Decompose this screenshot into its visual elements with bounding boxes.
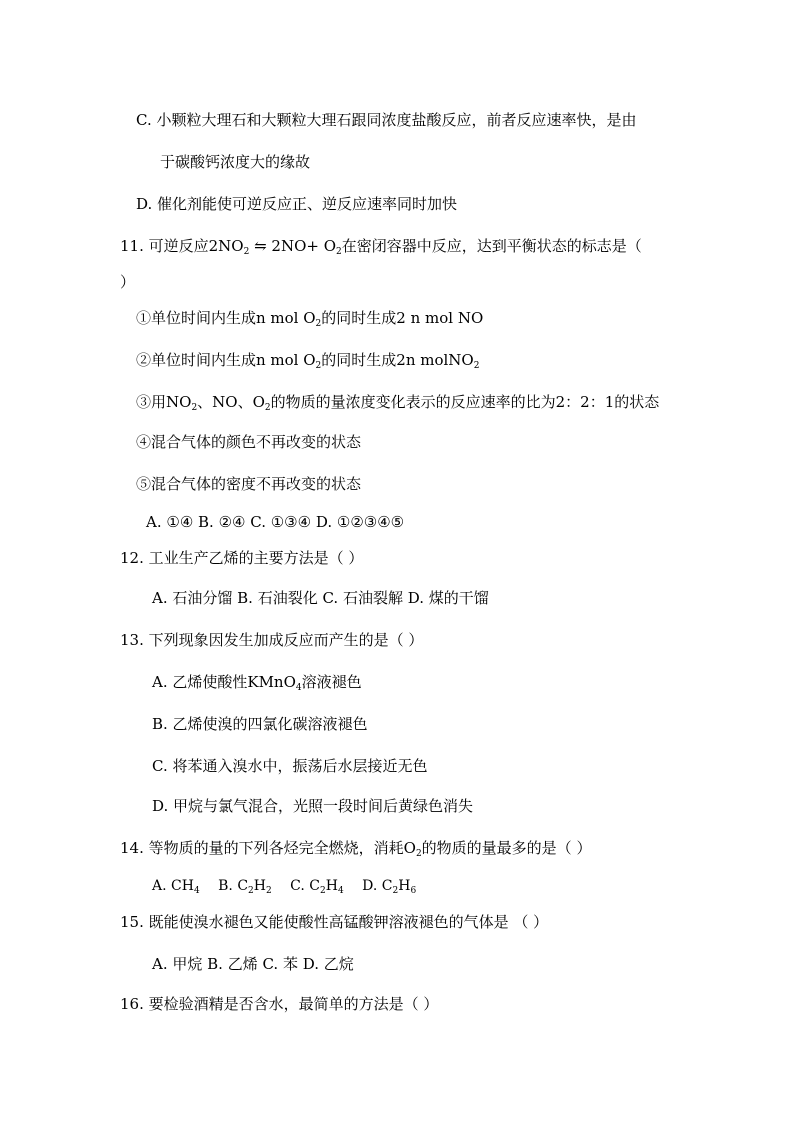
- q14-stem-post: 的物质的量最多的是（ ）: [421, 839, 592, 857]
- subscript: 2: [191, 403, 198, 413]
- q11-statement-2: [136, 350, 479, 370]
- q11-s1-pre: ①单位时间内生成n mol O: [136, 309, 316, 327]
- q11-s3-post: 的物质的量浓度变化表示的反应速率的比为2：2：1的状态: [270, 393, 660, 411]
- subscript: 2: [243, 247, 250, 257]
- q13-opt-a-post: 溶液褪色: [301, 673, 362, 691]
- subscript: 4: [193, 886, 200, 896]
- q11-s2-mid: 的同时生成2n molNO: [321, 351, 474, 369]
- q14-opt-b-h: H: [253, 878, 266, 894]
- q13-stem: 13. 下列现象因发生加成反应而产生的是（ ）: [120, 631, 424, 649]
- q15-stem: 15. 既能使溴水褪色又能使酸性高锰酸钾溶液褪色的气体是 （ ）: [120, 913, 549, 931]
- subscript: 4: [295, 683, 302, 693]
- q11-statement-4: ④混合气体的颜色不再改变的状态: [136, 433, 362, 451]
- q14-stem: [120, 838, 591, 858]
- q14-opt-b: B. C: [218, 878, 249, 894]
- q11-stem: [120, 236, 642, 256]
- subscript: 2: [265, 886, 272, 896]
- q12-stem: 12. 工业生产乙烯的主要方法是（ ）: [120, 549, 364, 567]
- q14-opt-c: C. C: [290, 878, 320, 894]
- q11-stem-close: ）: [120, 273, 136, 291]
- q13-option-d: D. 甲烷与氯气混合，光照一段时间后黄绿色消失: [152, 797, 474, 815]
- q14-stem-pre: 14. 等物质的量的下列各烃完全燃烧，消耗O: [120, 839, 416, 857]
- subscript: 2: [315, 361, 322, 371]
- subscript: 6: [410, 886, 417, 896]
- q10-option-d: D. 催化剂能使可逆反应正、逆反应速率同时加快: [136, 195, 458, 213]
- subscript: 2: [336, 247, 342, 257]
- subscript: 2: [264, 403, 271, 413]
- q14-opt-d: D. C: [362, 878, 393, 894]
- q14-opt-d-h: H: [398, 878, 411, 894]
- q10-option-c-line1: C. 小颗粒大理石和大颗粒大理石跟同浓度盐酸反应，前者反应速率快，是由: [136, 111, 637, 129]
- q14-options: [152, 876, 416, 896]
- subscript: 4: [337, 886, 344, 896]
- subscript: 2: [248, 886, 254, 896]
- q11-statement-5: ⑤混合气体的密度不再改变的状态: [136, 475, 362, 493]
- subscript: 2: [320, 886, 326, 896]
- q11-statement-3: [136, 392, 659, 412]
- q11-s2-pre: ②单位时间内生成n mol O: [136, 351, 316, 369]
- q11-options: A. ①④ B. ②④ C. ①③④ D. ①②③④⑤: [146, 513, 405, 531]
- q14-opt-c-h: H: [325, 878, 338, 894]
- q11-s3-mid1: 、NO、O: [197, 393, 265, 411]
- q11-statement-1: [136, 308, 483, 328]
- q11-s1-post: 的同时生成2 n mol NO: [321, 309, 484, 327]
- q13-option-c: C. 将苯通入溴水中，振荡后水层接近无色: [152, 757, 428, 775]
- q11-stem-post: 在密闭容器中反应，达到平衡状态的标志是（: [341, 237, 642, 255]
- q10-option-c-line2: 于碳酸钙浓度大的缘故: [160, 153, 311, 171]
- q13-opt-a-pre: A. 乙烯使酸性KMnO: [152, 673, 296, 691]
- q13-option-a: [152, 672, 362, 692]
- subscript: 2: [415, 849, 422, 859]
- q11-s3-pre: ③用NO: [136, 393, 192, 411]
- subscript: 2: [473, 361, 480, 371]
- q15-options: A. 甲烷 B. 乙烯 C. 苯 D. 乙烷: [152, 955, 354, 973]
- subscript: 2: [315, 319, 322, 329]
- q11-stem-mid: ⇋ 2NO+ O: [249, 237, 337, 255]
- q13-option-b: B. 乙烯使溴的四氯化碳溶液褪色: [152, 715, 368, 733]
- q16-stem: 16. 要检验酒精是否含水，最简单的方法是（ ）: [120, 995, 439, 1013]
- subscript: 2: [392, 886, 399, 896]
- q12-options: A. 石油分馏 B. 石油裂化 C. 石油裂解 D. 煤的干馏: [152, 589, 489, 607]
- q14-opt-a: A. CH: [152, 878, 194, 894]
- q11-stem-pre: 11. 可逆反应2NO: [120, 237, 244, 255]
